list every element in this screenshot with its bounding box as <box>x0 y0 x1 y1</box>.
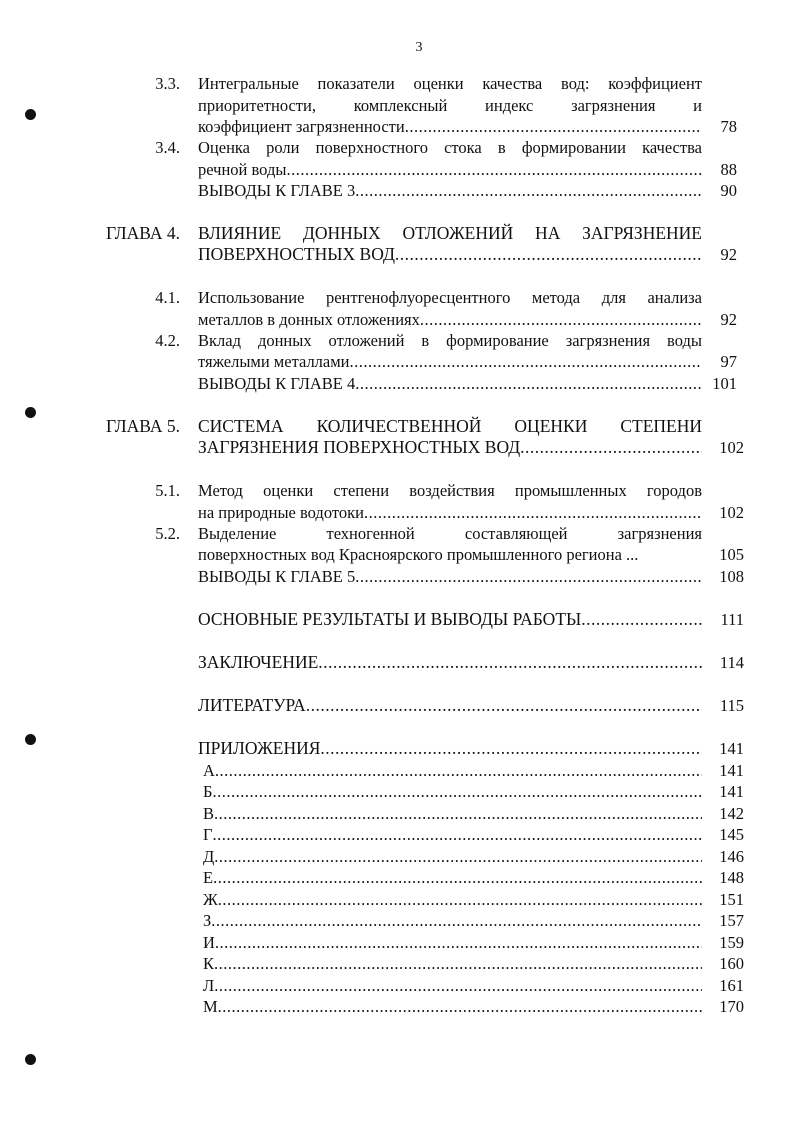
page-ref: 142 <box>719 804 744 823</box>
page-ref: 97 <box>720 352 737 371</box>
page-ref: 160 <box>719 954 744 973</box>
section-number: 4.1. <box>155 288 180 307</box>
toc-text: ВЫВОДЫ К ГЛАВЕ 3 <box>198 181 356 200</box>
appendix-item: А ..... <box>203 760 702 781</box>
toc-text: ОСНОВНЫЕ РЕЗУЛЬТАТЫ И ВЫВОДЫ РАБОТЫ <box>198 609 582 629</box>
appendix-item: Г ..... <box>203 824 702 845</box>
page-ref: 157 <box>719 911 744 930</box>
page-ref: 114 <box>719 653 744 672</box>
appendix-item: Ж ..... <box>203 889 702 910</box>
appendix-item: Б ..... <box>203 781 702 802</box>
toc-text-line: Оценка роли поверхностного стока в формировании качества <box>198 138 702 157</box>
appendix-item: В ..... <box>203 803 702 824</box>
toc-leader-line <box>198 180 702 201</box>
page-ref: 102 <box>719 438 744 457</box>
page-ref: 148 <box>719 868 744 887</box>
section-number: 5.2. <box>155 524 180 543</box>
toc-leader-line <box>198 566 702 587</box>
page-ref: 111 <box>720 610 744 629</box>
toc-text-line: Интегральные показатели оценки качества вод: коэффициент <box>198 74 702 93</box>
toc-leader-line <box>198 373 702 394</box>
page-ref: 90 <box>720 181 737 200</box>
page-ref: 141 <box>719 782 744 801</box>
toc-leader-line <box>198 437 702 458</box>
binder-hole-mark <box>25 734 36 745</box>
section-number: 3.3. <box>155 74 180 93</box>
appendix-item: Л ..... <box>203 975 702 996</box>
toc-leader-line <box>198 502 702 523</box>
toc-leader-line <box>198 309 702 330</box>
toc-text: ПРИЛОЖЕНИЯ <box>198 738 321 758</box>
toc-text: ПОВЕРХНОСТНЫХ ВОД <box>198 244 395 264</box>
toc-text-line: Выделение техногенной составляющей загрязнения <box>198 524 702 543</box>
page-ref: 101 <box>712 374 737 393</box>
toc-text: ЛИТЕРАТУРА <box>198 695 306 715</box>
toc-text: тяжелыми металлами <box>198 352 350 371</box>
chapter-label: ГЛАВА 5. <box>105 416 180 436</box>
page-ref: 170 <box>719 997 744 1016</box>
page-ref: 145 <box>719 825 744 844</box>
page-ref: 92 <box>720 245 737 264</box>
binder-hole-mark <box>25 109 36 120</box>
page-ref: 108 <box>719 567 744 586</box>
toc-text: металлов в донных отложениях <box>198 310 420 329</box>
toc-text: речной воды <box>198 160 287 179</box>
binder-hole-mark <box>25 1054 36 1065</box>
toc-text-line: Использование рентгенофлуоресцентного метода для анализа <box>198 288 702 307</box>
toc-text-line: Метод оценки степени воздействия промышленных городов <box>198 481 702 500</box>
page-ref: 141 <box>719 761 744 780</box>
page-ref: 146 <box>719 847 744 866</box>
toc-text: на природные водотоки <box>198 503 364 522</box>
page-ref: 159 <box>719 933 744 952</box>
toc-text: ВЫВОДЫ К ГЛАВЕ 5 <box>198 567 356 586</box>
section-number: 5.1. <box>155 481 180 500</box>
page-ref: 92 <box>720 310 737 329</box>
section-number: 4.2. <box>155 331 180 350</box>
page-ref: 78 <box>720 117 737 136</box>
appendix-item: К ..... <box>203 953 702 974</box>
toc-leader-line <box>198 159 702 180</box>
toc-leader-line <box>198 351 702 372</box>
page-ref: 161 <box>719 976 744 995</box>
appendix-item: М ..... <box>203 996 702 1017</box>
page-ref: 88 <box>720 160 737 179</box>
page-ref: 115 <box>719 696 744 715</box>
appendix-item: И ..... <box>203 932 702 953</box>
appendix-item: Е ..... <box>203 867 702 888</box>
toc-leader-line <box>198 244 702 265</box>
page-ref: 105 <box>719 545 744 564</box>
toc-text: ВЫВОДЫ К ГЛАВЕ 4 <box>198 374 356 393</box>
toc-text: ЗАКЛЮЧЕНИЕ <box>198 652 319 672</box>
toc-leader-line <box>198 652 702 673</box>
toc-text-line: ВЛИЯНИЕ ДОННЫХ ОТЛОЖЕНИЙ НА ЗАГРЯЗНЕНИЕ <box>198 223 702 243</box>
page-ref: 141 <box>719 739 744 758</box>
toc-leader-line <box>198 609 702 630</box>
toc-leader-line <box>198 116 702 137</box>
toc-text-line: приоритетности, комплексный индекс загрязнения и <box>198 96 702 115</box>
toc-text-line: Вклад донных отложений в формирование загрязнения воды <box>198 331 702 350</box>
chapter-label: ГЛАВА 4. <box>105 223 180 243</box>
toc-text-line: поверхностных вод Красноярского промышленного региона ... <box>198 545 639 564</box>
toc-leader-line <box>198 738 702 759</box>
binder-hole-mark <box>25 407 36 418</box>
appendix-item: Д ..... <box>203 846 702 867</box>
toc-text-line: СИСТЕМА КОЛИЧЕСТВЕННОЙ ОЦЕНКИ СТЕПЕНИ <box>198 416 702 436</box>
appendix-item: З ..... <box>203 910 702 931</box>
page-number: 3 <box>415 40 423 55</box>
page-ref: 102 <box>719 503 744 522</box>
toc-leader-line <box>198 695 702 716</box>
page-ref: 151 <box>719 890 744 909</box>
toc-text: коэффициент загрязненности <box>198 117 405 136</box>
section-number: 3.4. <box>155 138 180 157</box>
toc-text: ЗАГРЯЗНЕНИЯ ПОВЕРХНОСТНЫХ ВОД <box>198 437 521 457</box>
